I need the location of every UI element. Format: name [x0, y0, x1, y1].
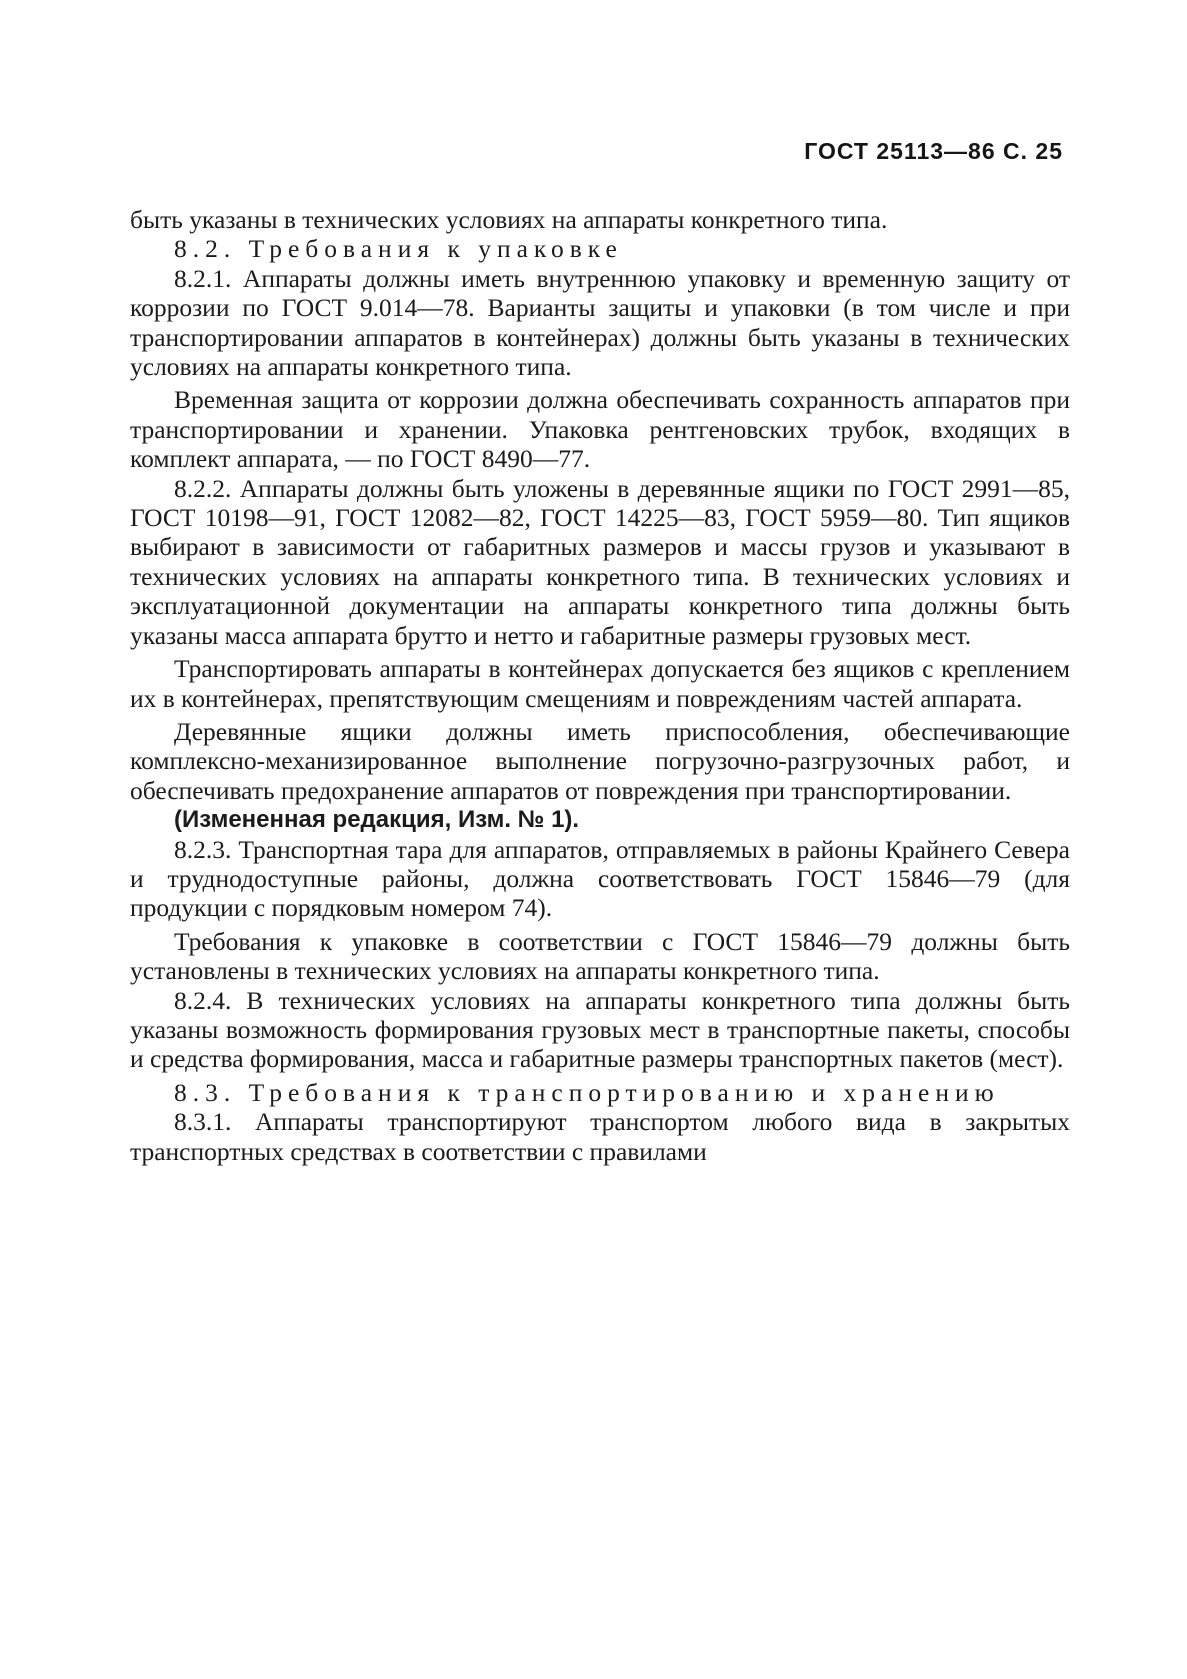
paragraph-containers: Транспортировать аппараты в контейнерах допускается без ящиков с креплением их в контейнерах, препятствующим смещениям и повреждениям частей аппарата.: [130, 654, 1070, 713]
paragraph-temporary-protection: Временная защита от коррозии должна обеспечивать сохранность аппаратов при транспортировании и хранении. Упаковка рентгеновских трубок, входящих в комплект аппарата, — по ГОСТ 8490—77.: [130, 385, 1070, 474]
paragraph-8-2-2: 8.2.2. Аппараты должны быть уложены в деревянные ящики по ГОСТ 2991—85, ГОСТ 10198—91, ГОСТ 12082—82, ГОСТ 14225—83, ГОСТ 5959—80. Тип ящиков выбирают в зависимости от габаритных размеров и массы грузов и указывают в технических условиях на аппараты конкретного типа. В технических условиях и эксплуатационной документации на аппараты конкретного типа должны быть указаны масса аппарата брутто и нетто и габаритные размеры грузовых мест.: [130, 473, 1070, 650]
document-body: [130, 205, 1070, 1166]
paragraph-8-3-1: 8.3.1. Аппараты транспортируют транспортом любого вида в закрытых транспортных средствах в соответствии с правилами: [130, 1107, 1070, 1166]
paragraph-8-2-4: 8.2.4. В технических условиях на аппараты конкретного типа должны быть указаны возможность формирования грузовых мест в транспортные пакеты, способы и средства формирования, масса и габаритные размеры транспортных пакетов (мест).: [130, 985, 1070, 1074]
paragraph-8-2-1: 8.2.1. Аппараты должны иметь внутреннюю упаковку и временную защиту от коррозии по ГОСТ 9.014—78. Варианты защиты и упаковки (в том числе и при транспортировании аппаратов в контейнерах) должны быть указаны в технических условиях на аппараты конкретного типа.: [130, 263, 1070, 382]
paragraph-packaging-requirements: Требования к упаковке в соответствии с ГОСТ 15846—79 должны быть установлены в технических условиях на аппараты конкретного типа.: [130, 926, 1070, 986]
running-header: ГОСТ 25113—86 С. 25: [804, 138, 1063, 164]
continuation-paragraph: быть указаны в технических условиях на аппараты конкретного типа.: [130, 205, 888, 234]
paragraph-8-2-3: 8.2.3. Транспортная тара для аппаратов, отправляемых в районы Крайнего Севера и труднодоступные районы, должна соответствовать ГОСТ 15846—79 (для продукции с порядковым номером 74).: [130, 834, 1070, 923]
paragraph-wooden-boxes: Деревянные ящики должны иметь приспособления, обеспечивающие комплексно-механизированное выполнение погрузочно-разгрузочных работ, и обеспечивать предохранение аппаратов от повреждения при транспортировании.: [130, 716, 1070, 805]
amendment-note: (Измененная редакция, Изм. № 1).: [174, 806, 580, 834]
section-heading-8-3: 8.3. Требования к транспортированию и хранению: [174, 1077, 1000, 1107]
section-heading-8-2: 8.2. Требования к упаковке: [174, 234, 623, 264]
